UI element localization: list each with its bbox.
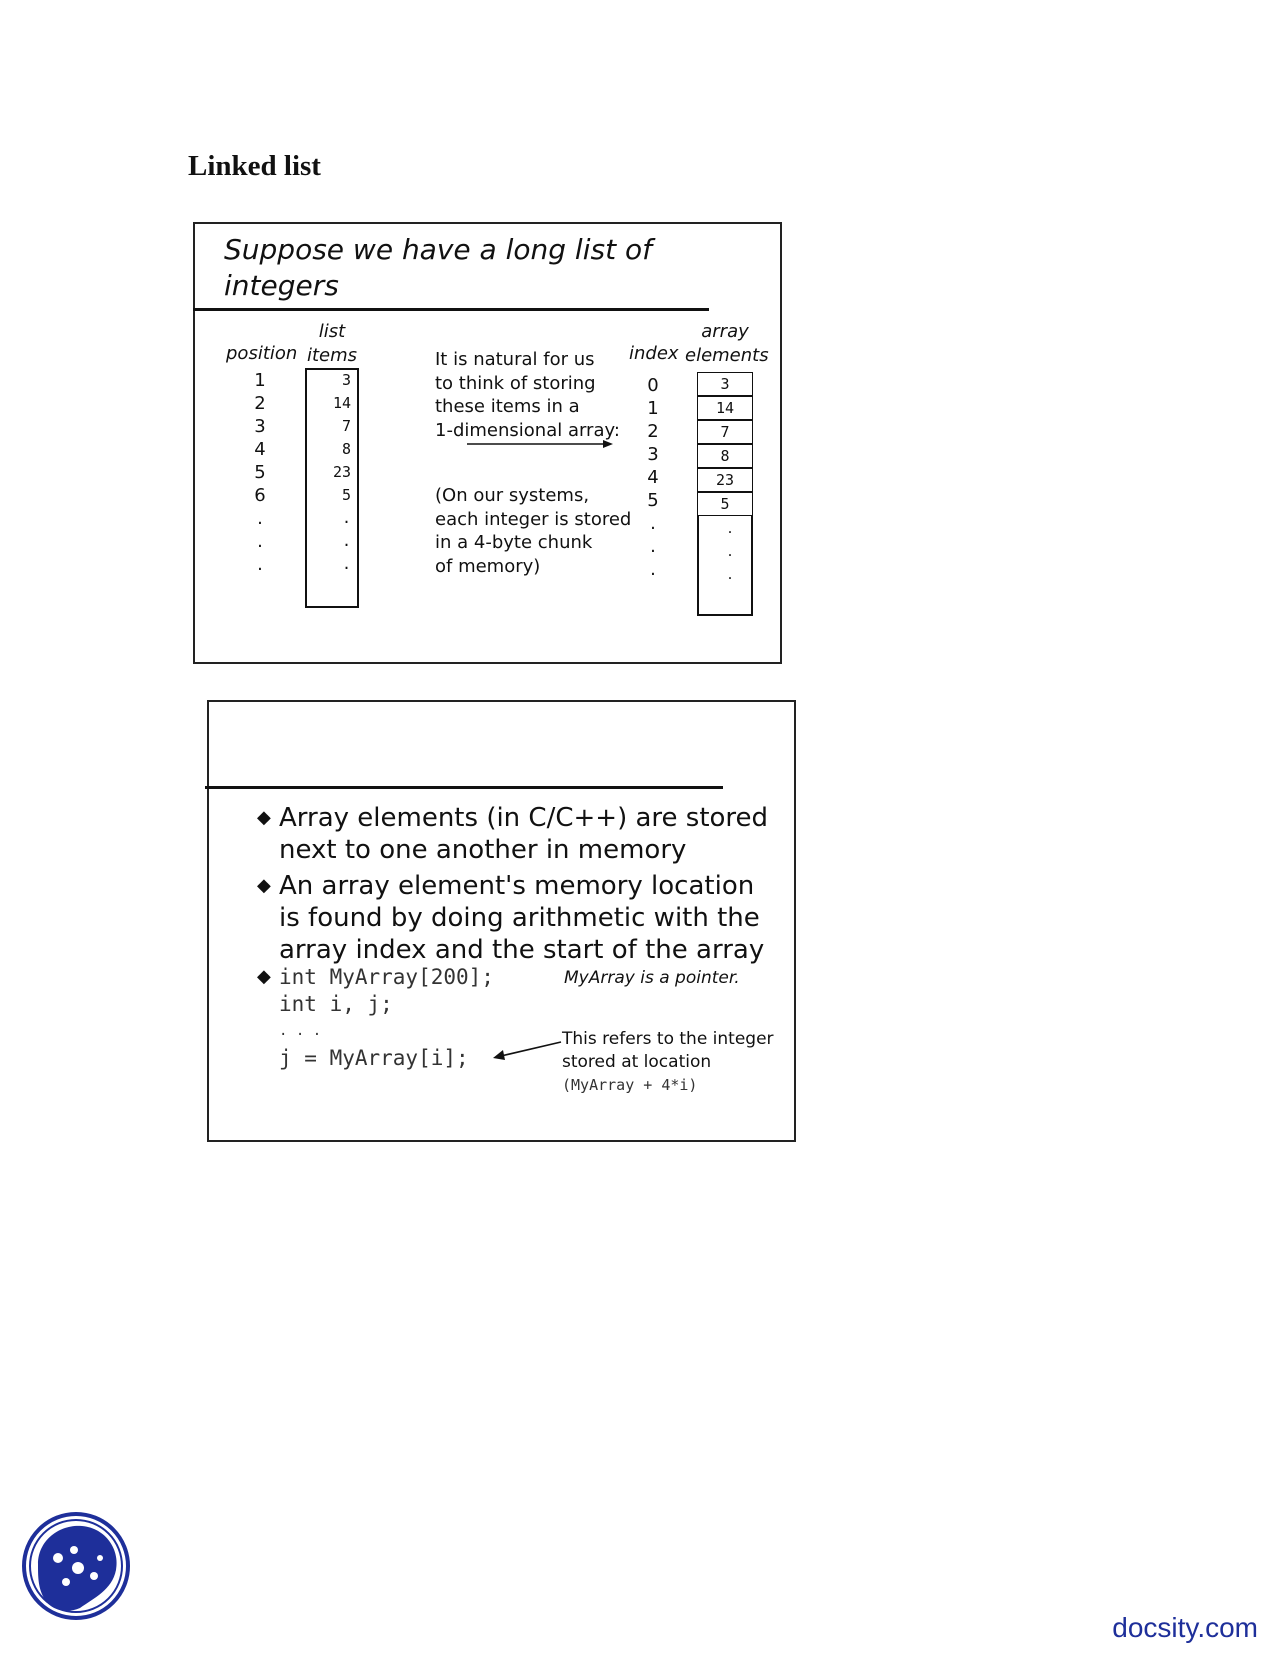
array-cell: 5: [697, 492, 753, 516]
list-item: 3: [341, 371, 351, 389]
position-value: .: [257, 531, 263, 552]
positions-column: [247, 369, 273, 576]
bullet-line: array index and the start of the array: [279, 935, 765, 965]
list-header-line1: list: [318, 321, 346, 342]
index-header: index: [629, 343, 679, 364]
title-rule: [193, 308, 709, 311]
slide-title: [224, 232, 652, 304]
slide-array-memory: [207, 700, 796, 1142]
array-cell: 7: [697, 420, 753, 444]
diamond-bullet-icon: ◆: [257, 807, 271, 828]
natural-storage-note: [435, 348, 620, 442]
array-cell: 23: [697, 468, 753, 492]
bullet-item: [257, 802, 787, 866]
index-column: [641, 374, 665, 581]
note-line: in a 4-byte chunk: [435, 532, 593, 553]
list-item: 8: [341, 440, 351, 458]
note-line: each integer is stored: [435, 508, 632, 530]
index-value: .: [650, 513, 656, 534]
note-line: (On our systems,: [435, 485, 590, 506]
docsity-brand-link[interactable]: docsity.com: [1112, 1612, 1258, 1643]
index-value: 1: [647, 398, 659, 419]
index-value: .: [650, 536, 656, 557]
note-line: of memory): [435, 555, 541, 577]
array-header-line1: array: [701, 321, 749, 342]
list-item: .: [341, 509, 351, 527]
index-value: 4: [647, 467, 659, 488]
index-value: 3: [647, 444, 659, 465]
slide-title-line2: integers: [224, 269, 339, 302]
code-block: [279, 964, 494, 1072]
list-item: 7: [341, 417, 351, 435]
array-dot: .: [727, 565, 733, 583]
list-header-line2: items: [307, 345, 358, 366]
position-value: 3: [254, 416, 266, 437]
note-code: (MyArray + 4*i): [562, 1076, 698, 1094]
array-cell: 14: [697, 396, 753, 420]
list-item: .: [341, 532, 351, 550]
position-value: 1: [254, 370, 266, 391]
note-line: to think of storing: [435, 372, 596, 394]
position-value: 5: [254, 462, 266, 483]
array-dot: .: [727, 519, 733, 537]
refers-note: [562, 1028, 774, 1097]
diamond-bullet-icon: ◆: [257, 875, 271, 896]
position-header: position: [226, 343, 298, 364]
code-line: . . .: [279, 1023, 322, 1039]
memory-chunk-note: [435, 484, 631, 578]
list-item: .: [341, 555, 351, 573]
index-value: 2: [647, 421, 659, 442]
bullet-line: An array element's memory location: [279, 871, 755, 901]
note-line: stored at location: [562, 1052, 712, 1072]
note-line: 1-dimensional array:: [435, 419, 620, 441]
array-cell: 8: [697, 444, 753, 468]
position-value: 2: [254, 393, 266, 414]
position-value: 6: [254, 485, 266, 506]
list-item: 23: [332, 463, 351, 481]
bullet-line: is found by doing arithmetic with the: [279, 903, 760, 933]
note-line: This refers to the integer: [562, 1029, 774, 1049]
docsity-logo-icon: [20, 1510, 132, 1622]
diamond-bullet-icon: ◆: [257, 966, 271, 987]
array-cells: [697, 372, 753, 516]
list-item: 14: [332, 394, 351, 412]
bullet-list: [257, 802, 787, 966]
note-line: It is natural for us: [435, 349, 595, 370]
page-heading: Linked list: [188, 150, 321, 182]
list-items-header: [307, 320, 357, 368]
slide-array-storage: [193, 222, 782, 664]
code-line: int i, j;: [279, 992, 393, 1016]
position-value: .: [257, 554, 263, 575]
index-value: 0: [647, 375, 659, 396]
bullet-line: next to one another in memory: [279, 835, 687, 865]
array-dot: .: [727, 542, 733, 560]
bullet-line: Array elements (in C/C++) are stored: [279, 803, 769, 833]
code-line: j = MyArray[i];: [279, 1046, 469, 1070]
code-line: int MyArray[200];: [279, 965, 494, 989]
array-cell: 3: [697, 372, 753, 396]
slide-title-line1: Suppose we have a long list of: [224, 233, 652, 266]
bullet-item: [257, 870, 787, 966]
list-items-column: [307, 369, 357, 576]
left-arrow-icon: [491, 1038, 563, 1064]
note-line: these items in a: [435, 396, 580, 417]
position-value: .: [257, 508, 263, 529]
index-value: .: [650, 559, 656, 580]
array-header-line2: elements: [685, 345, 769, 366]
position-value: 4: [254, 439, 266, 460]
index-value: 5: [647, 490, 659, 511]
array-elements-header: [685, 320, 769, 368]
right-arrow-icon: [465, 438, 615, 450]
list-item: 5: [341, 486, 351, 504]
title-rule: [205, 786, 723, 789]
array-ellipsis: [715, 517, 745, 586]
pointer-note: MyArray is a pointer.: [564, 968, 740, 988]
